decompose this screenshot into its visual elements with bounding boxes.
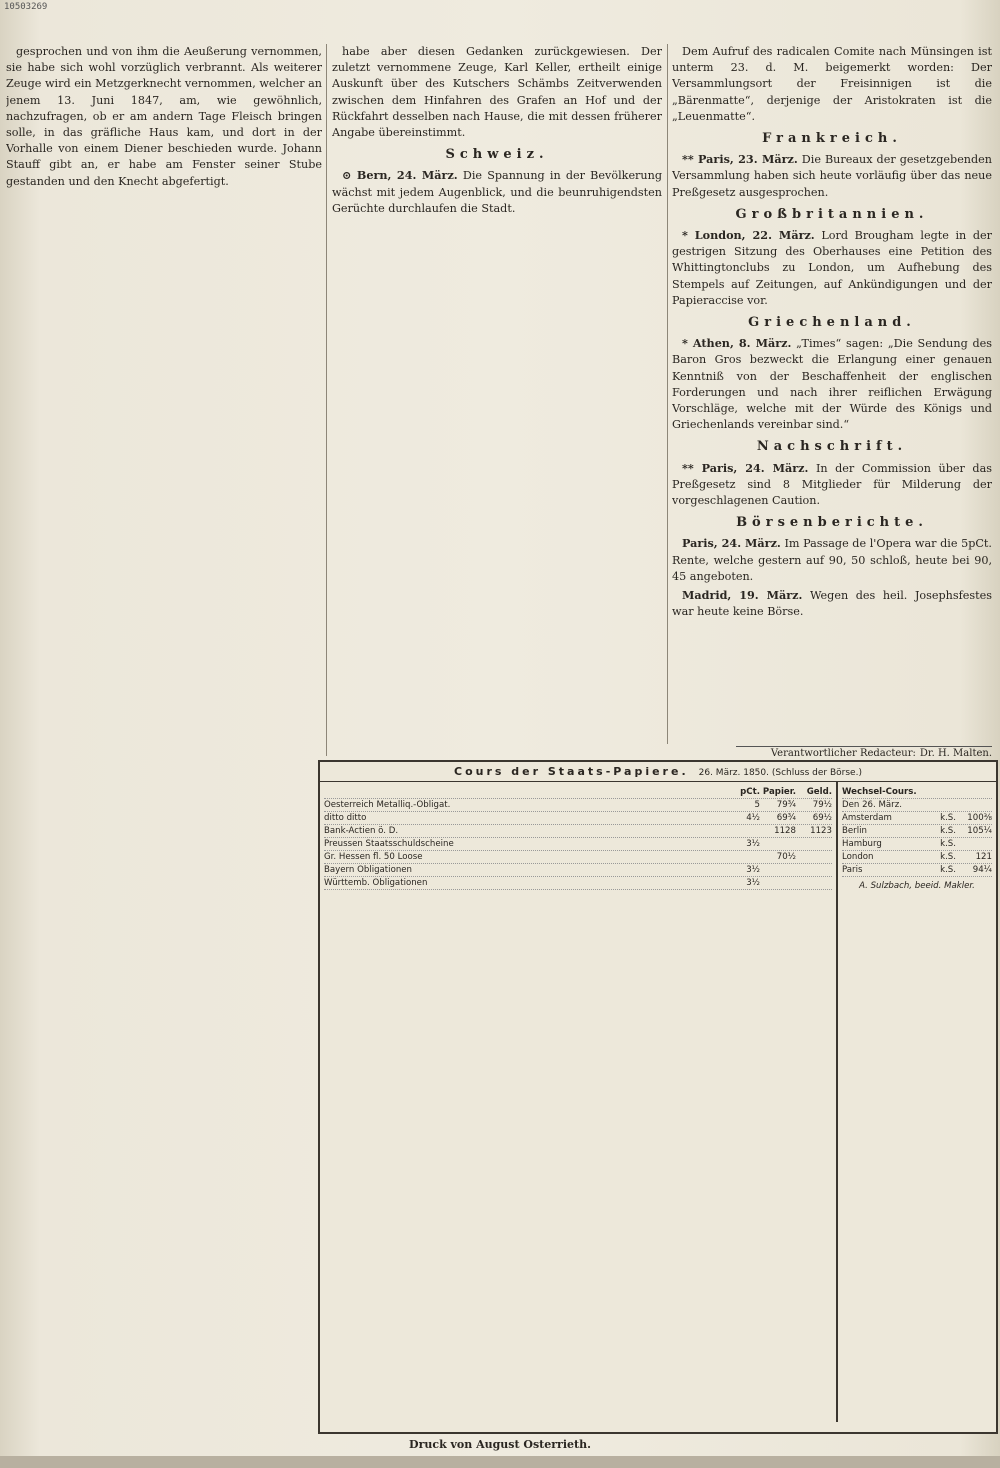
table-cell: [796, 839, 832, 849]
exchange-title: Wechsel-Cours.: [842, 787, 917, 797]
britain-dateline: * London, 22. März.: [682, 228, 815, 243]
postscript-dateline: ** Paris, 24. März.: [682, 460, 809, 475]
table-cell: 3½: [746, 865, 760, 875]
exchange-rate-row: [842, 864, 992, 877]
exchange-rate-row: [842, 825, 992, 838]
state-papers-title: [320, 762, 996, 782]
col-header-pct: pCt.: [740, 787, 760, 797]
heading-postscript: Nachschrift.: [756, 439, 908, 455]
column-2-paragraph: habe aber diesen Gedanken zurückgewiesen. Der zuletzt vernommene Zeuge, Karl Keller, ertheilt einige Auskunft über des Kutschers Schämbs Zeitverwenden zwischen dem Hinfahren des Grafen an Hof und der Rückfahrt desselben nach Hause, die mit dessen früherer Angabe übereinstimmt.: [332, 45, 662, 140]
table-cell: Gr. Hessen fl. 50 Loose: [324, 852, 423, 862]
britain-text: Lord Brougham legte in der gestrigen Sitzung des Oberhauses eine Petition des Whittingtonclubs zu London, um Aufhebung des Stempels auf Zeitungen, auf Ankündigungen und der Papieraccise vor.: [672, 229, 992, 307]
switzerland-text: Die Spannung in der Bevölkerung wächst mit jedem Augenblick, und die beunruhigendsten Gerüchte durchlaufen die Stadt.: [332, 169, 662, 215]
table-cell: ditto ditto: [324, 813, 367, 823]
france-dateline: ** Paris, 23. März.: [682, 152, 798, 167]
page-id: 10503269: [4, 2, 48, 12]
table-cell: [796, 852, 832, 862]
table-cell: 79½: [812, 800, 832, 810]
greece-article: [672, 335, 992, 433]
exchange-date: Den 26. März.: [842, 800, 902, 810]
table-cell: [724, 852, 760, 862]
exchange-article: [672, 535, 992, 585]
britain-article: [672, 227, 992, 309]
table-cell: 1123: [810, 826, 832, 836]
column-1-paragraph: gesprochen und von ihm die Aeußerung vernommen, sie habe sich wohl vorzüglich verbrannt. Als weiterer Zeuge wird ein Metzgerknecht vernommen, welcher an jenem 13. Juni 1847, am, wie gewöhnlich, nachzufragen, ob er am andern Tage Fleisch bringen solle, in das gräfliche Haus kam, und dort in der Vorhalle von einem Diener beschieden wurde. Johann Stauff gibt an, er habe am Fenster seiner Stube gestanden und den Knecht abgefertigt.: [6, 45, 322, 188]
broker-signature: A. Sulzbach, beeid. Makler.: [859, 881, 975, 891]
column-rule: [326, 44, 327, 756]
table-header-row: [324, 786, 832, 799]
exchange-header: [842, 786, 992, 799]
state-papers-heading: Cours der Staats-Papiere.: [454, 765, 689, 778]
madrid-article: [672, 587, 992, 620]
heading-exchange-reports: Börsenberichte.: [736, 515, 928, 531]
heading-greece: Griechenland.: [748, 315, 916, 331]
table-cell: 5: [754, 800, 760, 810]
stock-exchange-tables: [318, 760, 998, 1434]
exchange-text: Im Passage de l'Opera war die 5pCt. Rente, welche gestern auf 90, 50 schloß, heute bei 90, 45 angeboten.: [672, 537, 992, 583]
table-cell: 69½: [812, 813, 832, 823]
switzerland-article: [332, 167, 662, 217]
table-cell: London: [842, 852, 874, 862]
table-cell: k.S.: [940, 839, 956, 849]
table-cell: 1128: [774, 826, 796, 836]
madrid-dateline: Madrid, 19. März.: [682, 588, 803, 603]
responsible-editor: [736, 746, 992, 761]
table-cell: 94¼: [972, 865, 992, 875]
state-paper-row: [324, 799, 832, 812]
column-3: [672, 44, 992, 784]
table-cell: [724, 826, 760, 836]
table-cell: Preussen Staatsschuldscheine: [324, 839, 454, 849]
column-rule: [667, 44, 668, 744]
table-cell: Bank-Actien ö. D.: [324, 826, 399, 836]
editor-name: Dr. H. Malten.: [919, 748, 992, 759]
table-cell: 70½: [776, 852, 796, 862]
exchange-rows: [842, 812, 992, 877]
table-cell: [796, 865, 832, 875]
table-cell: Amsterdam: [842, 813, 892, 823]
page-edge: [0, 1456, 1000, 1468]
heading-switzerland: Schweiz.: [445, 147, 549, 163]
postscript-article: [672, 460, 992, 510]
table-cell: Berlin: [842, 826, 867, 836]
table-cell: k.S.: [940, 813, 956, 823]
printer-line: Druck von August Osterrieth.: [409, 1438, 591, 1451]
state-paper-row: [324, 851, 832, 864]
heading-france: Frankreich.: [762, 131, 902, 147]
table-cell: 105¼: [967, 826, 992, 836]
table-cell: [760, 865, 796, 875]
greece-text: „Times“ sagen: „Die Sendung des Baron Gros bezweckt die Erlangung einer genauen Kenntniß von der Beschaffenheit der englischen Forderungen und nach ihrer reiflichen Erwägung Vorschläge, welche mit der Würde des Königs und Griechenlands vereinbar sind.“: [672, 337, 992, 432]
table-cell: 121: [975, 852, 992, 862]
state-papers-table: [320, 782, 838, 1422]
exchange-date-row: [842, 799, 992, 812]
table-cell: 4½: [746, 813, 760, 823]
col-header-name: [324, 787, 724, 797]
tables-body: [320, 782, 996, 1422]
table-cell: [796, 878, 832, 888]
state-papers-date: 26. März. 1850. (Schluss der Börse.): [698, 768, 862, 778]
table-cell: Bayern Obligationen: [324, 865, 413, 875]
madrid-text: Wegen des heil. Josephsfestes war heute keine Börse.: [672, 589, 992, 619]
greece-dateline: * Athen, 8. März.: [682, 336, 792, 351]
france-text: Die Bureaux der gesetzgebenden Versammlung haben sich heute vorläufig über das neue Preßgesetz ausgesprochen.: [672, 153, 992, 199]
table-cell: k.S.: [940, 865, 956, 875]
table-cell: [760, 839, 796, 849]
state-paper-row: [324, 825, 832, 838]
col-header-money: Geld.: [806, 787, 832, 797]
table-cell: Oesterreich Metalliq.-Obligat.: [324, 800, 451, 810]
table-cell: k.S.: [940, 826, 956, 836]
state-paper-row: [324, 864, 832, 877]
table-cell: k.S.: [940, 852, 956, 862]
column-1: [6, 44, 322, 1454]
table-cell: [956, 839, 992, 849]
exchange-rate-row: [842, 838, 992, 851]
table-cell: 100⅜: [967, 813, 992, 823]
exchange-dateline: Paris, 24. März.: [682, 536, 781, 551]
france-article: [672, 151, 992, 201]
column-3-intro: Dem Aufruf des radicalen Comite nach Münsingen ist unterm 23. d. M. beigemerkt worden: Der Versammlungsort der Freisinnigen ist die „Bärenmatte“, derjenige der Aristokraten ist die „Leuenmatte“.: [672, 45, 992, 123]
table-cell: 3½: [746, 878, 760, 888]
table-cell: 69¾: [776, 813, 796, 823]
heading-britain: Großbritannien.: [735, 206, 929, 222]
state-papers-rows: [324, 799, 832, 890]
table-cell: Hamburg: [842, 839, 882, 849]
postscript-text: In der Commission über das Preßgesetz sind 8 Mitglieder für Milderung der vorgeschlagenen Caution.: [672, 461, 992, 508]
state-paper-row: [324, 838, 832, 851]
state-paper-row: [324, 812, 832, 825]
exchange-rate-row: [842, 812, 992, 825]
col-header-paper: Papier.: [762, 787, 796, 797]
table-cell: 79¾: [776, 800, 796, 810]
state-paper-row: [324, 877, 832, 890]
switzerland-dateline: ⊙ Bern, 24. März.: [342, 168, 458, 183]
table-cell: 3½: [746, 839, 760, 849]
exchange-rates-table: [838, 782, 996, 1422]
table-cell: Württemb. Obligationen: [324, 878, 428, 888]
table-cell: [760, 878, 796, 888]
table-cell: Paris: [842, 865, 863, 875]
editor-label: Verantwortlicher Redacteur:: [770, 748, 916, 759]
exchange-rate-row: [842, 851, 992, 864]
